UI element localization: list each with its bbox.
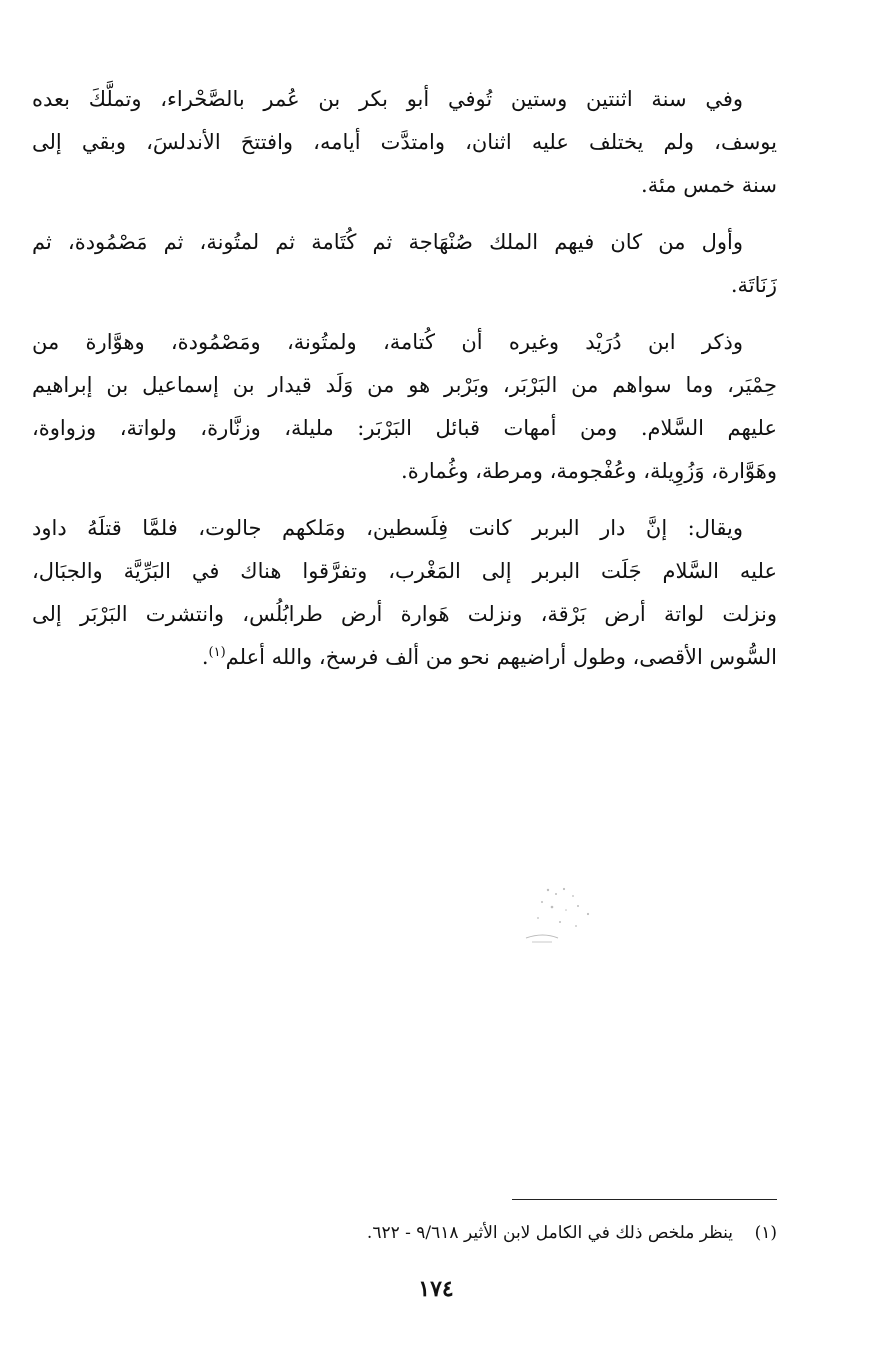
text-line-content: السُّوس الأقصى، وطول أراضيهم نحو من ألف فرسخ، والله أعلم <box>225 645 777 669</box>
text-line: يوسف، ولم يختلف عليه اثنان، وامتدَّت أيامه، وافتتحَ الأندلسَ، وبقي إلى <box>32 130 777 154</box>
footnote-reference[interactable]: (١) <box>208 645 226 660</box>
page-number: ١٧٤ <box>418 1276 454 1302</box>
text-line: وأول من كان فيهم الملك صُنْهَاجة ثم كُتَامة ثم لمتُونة، ثم مَصْمُودة، ثم <box>32 230 743 254</box>
paragraph-3 <box>32 321 777 493</box>
text-line: حِمْيَر، وما سواهم من البَرْبَر، وبَرْبر هو من وَلَد قيدار بن إسماعيل بن إبراهيم <box>32 373 777 397</box>
text-line: وهَوَّارة، وَزُوِيلة، وعُفْجومة، ومرطة، وغُمارة. <box>401 459 777 483</box>
text-line: وفي سنة اثنتين وستين تُوفي أبو بكر بن عُمر بالصَّحْراء، وتملَّكَ بعده <box>32 87 743 111</box>
footnote-text: ينظر ملخص ذلك في الكامل لابن الأثير ٩/٦١٨ - ٦٢٢. <box>366 1223 733 1243</box>
text-line: زَنَاتَة. <box>730 273 777 297</box>
footnote <box>200 1218 777 1248</box>
text-line: ويقال: إنَّ دار البربر كانت فِلَسطين، ومَلكهم جالوت، فلمَّا قتلَهُ داود <box>32 516 743 540</box>
paragraph-4 <box>32 507 777 679</box>
text-line: وذكر ابن دُرَيْد وغيره أن كُتامة، ولمتُونة، ومَصْمُودة، وهوَّارة من <box>32 330 743 354</box>
text-line <box>32 636 777 679</box>
end-punctuation: . <box>201 645 209 669</box>
text-line: عليه السَّلام جَلَت البربر إلى المَغْرب، وتفرَّقوا هناك في البَرِّيَّة والجبَال، <box>32 559 777 583</box>
footnote-number: (١) <box>754 1223 777 1243</box>
paragraph-1 <box>32 78 777 207</box>
paper-smudge-icon <box>518 880 608 950</box>
footnote-divider <box>512 1199 777 1200</box>
text-line: عليهم السَّلام. ومن أمهات قبائل البَرْبَر: مليلة، وزنَّارة، ولواتة، وزواوة، <box>32 416 777 440</box>
paragraph-2 <box>32 221 777 307</box>
text-line: ونزلت لواتة أرض بَرْقة، ونزلت هَوارة أرض طرابُلُس، وانتشرت البَرْبَر إلى <box>32 602 777 626</box>
main-text <box>32 78 777 693</box>
text-line: سنة خمس مئة. <box>641 173 777 197</box>
